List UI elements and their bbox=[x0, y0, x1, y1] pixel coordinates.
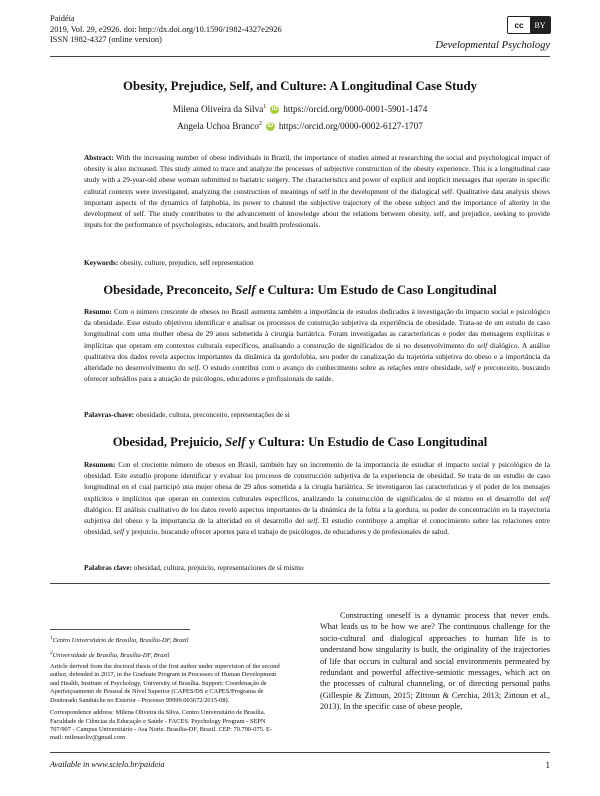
abstract-text: dialógico. El análisis cualitativo de los datos reveló aspectos importantes de la dinámica de la fobia a la gordura, su poder de concentración en la trayectoria subjetiva del obeso y la importancia de la alteridad en el desarrollo del bbox=[84, 504, 550, 526]
body-paragraph: Constructing oneself is a dynamic process that never ends. What leads us to be how we are? The continuous challenge for the socio-cultural and dialogical approaches to human life is to understand how singularity is built, the originality of the trajectories of life that occurs in cultural and social environments permeated by redundant and powerful affective-semiotic messages, which act on the processes of cultural channeling, or of directing personal paths (Gillespie & Zittoun, 2015; Zittoun & Cerchia, 2013; Zittoun et al., 2013). In the specific case of obese people, bbox=[320, 611, 550, 712]
footer-divider bbox=[50, 752, 550, 753]
cc-license-badge[interactable] bbox=[507, 16, 551, 34]
title-pt bbox=[50, 283, 550, 298]
author-name: Milena Oliveira da Silva bbox=[172, 104, 264, 115]
abstract-text: y prejuicio, buscando ofrecer aportes para el trabajo de psicólogos, de educadores y de profesionales de salud. bbox=[123, 527, 450, 537]
orcid-icon[interactable]: iD bbox=[267, 122, 274, 129]
abstract-divider bbox=[50, 583, 550, 584]
footnotes bbox=[50, 634, 285, 743]
keywords-text: obesidade, cultura, preconceito, representações de si bbox=[136, 410, 290, 419]
se-italic: Se bbox=[366, 482, 374, 492]
title-es bbox=[50, 435, 550, 450]
keywords-en bbox=[84, 258, 550, 267]
orcid-icon[interactable]: iD bbox=[271, 105, 278, 112]
abstract-text: investigaron las características y el poder de los mensajes explícitos e implícitos que operan en contextos culturales específicos, analizando la construcción de significados de sí mismo en el desarrollo del bbox=[84, 482, 551, 503]
author-2 bbox=[50, 121, 550, 131]
self-italic: self bbox=[188, 363, 199, 373]
issn-line: ISSN 1982-4327 (online version) bbox=[50, 35, 162, 45]
self-italic: self bbox=[539, 493, 550, 503]
author-affil-sup: 2 bbox=[258, 121, 262, 127]
orcid-link[interactable]: https://orcid.org/0000-0002-6127-1707 bbox=[278, 121, 423, 132]
abstract-label: Resumen: bbox=[84, 460, 116, 469]
journal-line: Paidéia bbox=[50, 14, 75, 23]
author-name: Angela Uchoa Branco bbox=[177, 121, 259, 132]
self-italic: self bbox=[113, 527, 124, 537]
footnote-text: Universidade de Brasília, Brasília-DF, Brazil bbox=[52, 651, 170, 659]
abstract-label: Abstract: bbox=[84, 153, 114, 162]
abstract-text: Com o número crescente de obesos no Brasil aumenta também a importância de estudos dedicados à investigação do impacto social e psicológico da obesidade. Esse estudo objetivou identificar e analisar os processos de construção subjetiva da experiência de obesidade. Trata-se de um estudo de caso longitudinal com uma mulher obesa de 29 anos submetida à cirurgia bariátrica. Foram investigadas as características e poder das mensagens explícitas e implícitas que operam em contextos culturais específicos, analisando a construção de significados de si no desenvolvimento do bbox=[84, 307, 550, 350]
footer-url[interactable]: Available in www.scielo.br/paideia bbox=[50, 760, 165, 769]
title-pt-self: Self bbox=[235, 283, 256, 297]
title-es-a: Obesidad, Prejuicio, bbox=[112, 435, 226, 449]
page-number: 1 bbox=[545, 760, 550, 770]
author-affil-sup: 1 bbox=[263, 104, 267, 110]
abstract-text: e preconceito, buscando oferecer subsídios para a atuação de psicólogos, educadores e profissionais de saúde. bbox=[84, 363, 551, 384]
title-pt-a: Obesidade, Preconceito, bbox=[103, 283, 236, 297]
footnote-2: $^2$Universidade de Brasília, Brasília-DF, Brazil bbox=[50, 649, 170, 659]
keywords-text: obesity, culture, prejudice, self representation bbox=[120, 258, 254, 267]
footnote-rule bbox=[50, 629, 190, 630]
citation-line: 2019, Vol. 29, e2926. doi: http://dx.doi.org/10.1590/1982-4327e2926 bbox=[50, 24, 282, 34]
keywords-es bbox=[84, 563, 550, 572]
article-title: Obesity, Prejudice, Self, and Culture: A Longitudinal Case Study bbox=[123, 79, 477, 93]
self-italic: self bbox=[307, 516, 318, 526]
footnote-text: Centro Universitário de Brasília, Brasília-DF, Brazil bbox=[52, 637, 189, 645]
cc-icon: cc bbox=[508, 17, 530, 33]
funding-note: Article derived from the doctoral thesis of the first author under supervision of the second author, defended in 2017, in the Graduate Program in Processes of Human Development and Health, Institute of Psychology, University of Brasília. Support: Coordenação de Aperfeiçoamento de Pessoal de Nível Superior (CAPES/DS e CAPES/Programa de Doutorado Sanduíche no Exterior - Processo 99999.003672/2015-08). bbox=[50, 663, 280, 704]
author-1 bbox=[50, 104, 550, 114]
keywords-label: Keywords: bbox=[84, 258, 119, 267]
abstract-pt bbox=[84, 306, 550, 384]
footnote-1: $^1$Centro Universitário de Brasília, Brasília-DF, Brazil bbox=[50, 635, 189, 645]
abstract-text: . El estudio contribuye a ampliar el conocimiento sobre las relaciones entre obesidad, bbox=[84, 516, 550, 537]
self-italic: self bbox=[477, 340, 488, 350]
title-es-b: y Cultura: Un Estudio de Caso Longitudinal bbox=[245, 435, 488, 449]
title-es-self: Self bbox=[225, 435, 246, 449]
keywords-label: Palavras-chave: bbox=[84, 410, 135, 419]
keywords-pt bbox=[84, 410, 550, 419]
abstract-es bbox=[84, 459, 550, 537]
abstract-text: dialógico. A análise qualitativa dos dados revela aspectos importantes da dinâmica da gordofobia, seu poder de canalização da trajetória subjetiva do obeso e a importância da alteridade no desenvolvimento do bbox=[84, 340, 550, 373]
journal-header bbox=[50, 14, 282, 46]
self-italic: self bbox=[464, 363, 476, 373]
header-divider bbox=[50, 56, 550, 57]
keywords-label: Palabras clave: bbox=[84, 563, 132, 572]
abstract-text: Con el creciente número de obesos en Brasil, también hay un incremento de la importancia de estudiar el impacto social y psicológico de la obesidad. Este estudio propone identificar y evaluar los procesos de construcción subjetiva de la experiencia de obesidad. Se trata de un estudio de caso longitudinal en el cual participó una mujer obesa de 29 años sometida a la cirugía bariátrica. bbox=[84, 460, 550, 492]
abstract-text: With the increasing number of obese individuals in Brazil, the importance of studies aimed at researching the social and psychological impact of obesity is also increased. This study aimed to trace and analyze the processes of subjective construction of the obesity experience. This is a longitudinal case study with a 29-year-old obese woman submitted to bariatric surgery. The characteristics and power of explicit and implicit messages that operate in specific cultural contexts were investigated, analyzing the construction of meanings of self in the development of the dialogical self. Qualitative data analysis shows important aspects of the dynamics of fatphobia, its power to channel the subjective trajectory of the obese subject and the importance of alterity in the development of self. The study contributes to the advancement of knowledge about the relations between obesity, self, and prejudice, seeking to provide inputs for the performance of psychologists, educators, and health professionals. bbox=[84, 153, 550, 230]
by-icon: BY bbox=[530, 17, 550, 33]
journal-section-name: Developmental Psychology bbox=[435, 40, 550, 51]
abstract-label: Resumo: bbox=[84, 307, 112, 316]
keywords-text: obesidad, cultura, prejuicio, representaciones de sí mismo bbox=[133, 563, 304, 572]
abstract-text: . O estudo contribui com o avanço do conhecimento sobre as relações entre obesidade, bbox=[198, 363, 465, 373]
abstract-en bbox=[84, 152, 550, 230]
correspondence-note: Correspondence address: Milena Oliveira da Silva. Centro Universitário de Brasília. Faculdade de Ciências da Educação e Saúde - FACES. Psychology Program - SEPN 707/907 - Campus Universitário - Asa Norte. Brasília-DF, Brazil. CEP: 70.790-075. E-mail: milenaoliv@gmail.com bbox=[50, 709, 273, 742]
title-pt-b: e Cultura: Um Estudo de Caso Longitudinal bbox=[255, 283, 497, 297]
orcid-link[interactable]: https://orcid.org/0000-0001-5901-1474 bbox=[283, 104, 428, 115]
